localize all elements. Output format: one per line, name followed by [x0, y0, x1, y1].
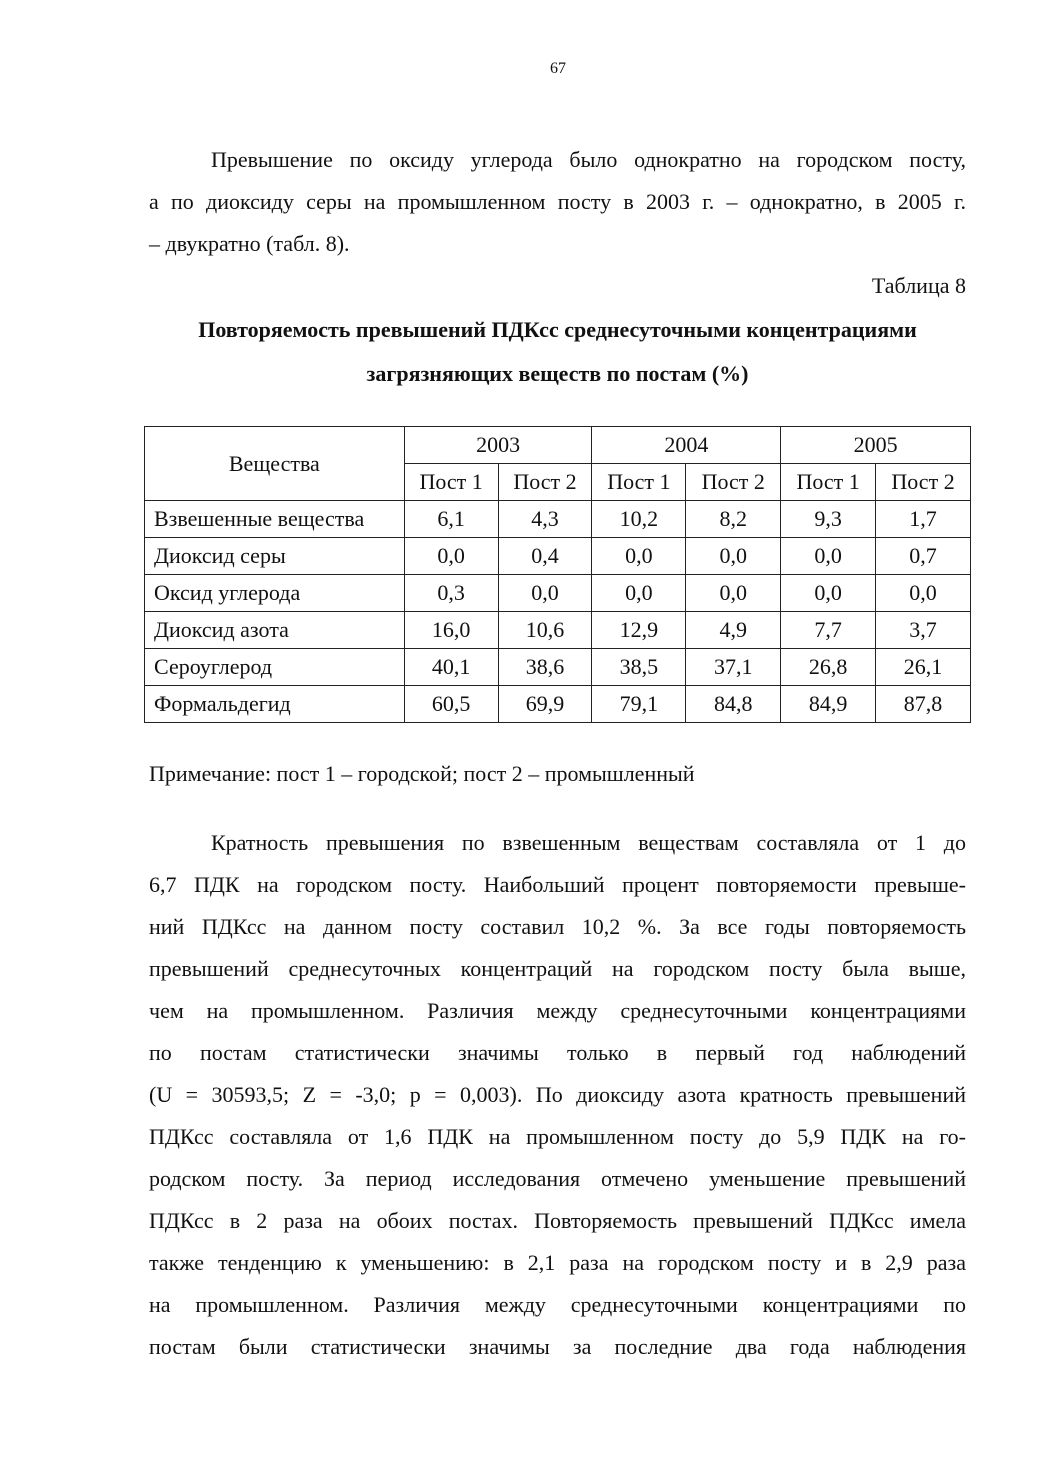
- page-number: 67: [550, 60, 566, 77]
- table-cell: 38,5: [592, 649, 686, 686]
- table-cell: 79,1: [592, 686, 686, 723]
- table-caption: Таблица 8: [871, 273, 966, 298]
- table-title-line: загрязняющих веществ по постам (%): [366, 361, 749, 386]
- table-cell: 38,6: [498, 649, 592, 686]
- table-row: [145, 501, 971, 538]
- paragraph-line: превышений среднесуточных концентраций на городском посту была выше,: [149, 956, 966, 981]
- table-cell: 8,2: [686, 501, 781, 538]
- table-cell: 84,8: [686, 686, 781, 723]
- table-cell: 10,2: [592, 501, 686, 538]
- substance-name: Диоксид серы: [145, 538, 405, 575]
- table-row: [145, 612, 971, 649]
- substance-name: Сероуглерод: [145, 649, 405, 686]
- table-header-row: [145, 427, 971, 464]
- paragraph-line: по постам статистически значимы только в первый год наблюдений: [149, 1040, 966, 1065]
- table-cell: 3,7: [876, 612, 971, 649]
- table-row: [145, 575, 971, 612]
- table-cell: 0,0: [781, 538, 876, 575]
- paragraph-line: чем на промышленном. Различия между среднесуточными концентрациями: [149, 998, 966, 1023]
- table-cell: 0,0: [498, 575, 592, 612]
- year-header: 2004: [592, 427, 781, 464]
- table-cell: 0,0: [876, 575, 971, 612]
- paragraph-line: 6,7 ПДК на городском посту. Наибольший процент повторяемости превыше-: [149, 872, 966, 897]
- paragraph-main: [149, 822, 966, 1368]
- table-cell: 7,7: [781, 612, 876, 649]
- table-cell: 10,6: [498, 612, 592, 649]
- substance-header: Вещества: [145, 427, 405, 501]
- table-cell: 0,0: [592, 538, 686, 575]
- post-header: Пост 1: [404, 464, 498, 501]
- substance-name: Диоксид азота: [145, 612, 405, 649]
- table-title: [149, 308, 966, 396]
- year-header: 2005: [781, 427, 971, 464]
- table-row: [145, 686, 971, 723]
- table-cell: 1,7: [876, 501, 971, 538]
- table-cell: 0,0: [686, 538, 781, 575]
- paragraph-line: ПДКсс в 2 раза на обоих постах. Повторяемость превышений ПДКсс имела: [149, 1208, 966, 1233]
- post-header: Пост 1: [592, 464, 686, 501]
- post-header: Пост 2: [876, 464, 971, 501]
- table-row: [145, 649, 971, 686]
- post-header: Пост 1: [781, 464, 876, 501]
- table-cell: 16,0: [404, 612, 498, 649]
- paragraph-line: также тенденцию к уменьшению: в 2,1 раза на городском посту и в 2,9 раза: [149, 1250, 966, 1275]
- table-cell: 60,5: [404, 686, 498, 723]
- table-cell: 40,1: [404, 649, 498, 686]
- table-cell: 37,1: [686, 649, 781, 686]
- table-cell: 0,7: [876, 538, 971, 575]
- table-cell: 6,1: [404, 501, 498, 538]
- substance-name: Оксид углерода: [145, 575, 405, 612]
- data-table: [144, 426, 971, 723]
- table-cell: 12,9: [592, 612, 686, 649]
- paragraph-line: постам были статистически значимы за последние два года наблюдения: [149, 1334, 966, 1359]
- paragraph-intro: [149, 139, 966, 265]
- table-row: [145, 538, 971, 575]
- paragraph-line: на промышленном. Различия между среднесуточными концентрациями по: [149, 1292, 966, 1317]
- table-cell: 26,1: [876, 649, 971, 686]
- table-cell: 0,0: [781, 575, 876, 612]
- paragraph-line: – двукратно (табл. 8).: [149, 231, 350, 256]
- table-cell: 0,4: [498, 538, 592, 575]
- table-cell: 0,0: [686, 575, 781, 612]
- table-cell: 0,0: [404, 538, 498, 575]
- substance-name: Формальдегид: [145, 686, 405, 723]
- post-header: Пост 2: [686, 464, 781, 501]
- table-note: Примечание: пост 1 – городской; пост 2 – промышленный: [149, 761, 695, 786]
- table-cell: 4,3: [498, 501, 592, 538]
- paragraph-line: Кратность превышения по взвешенным веществам составляла от 1 до: [211, 830, 966, 855]
- table-cell: 0,0: [592, 575, 686, 612]
- table-cell: 4,9: [686, 612, 781, 649]
- table-cell: 0,3: [404, 575, 498, 612]
- table-cell: 26,8: [781, 649, 876, 686]
- post-header: Пост 2: [498, 464, 592, 501]
- paragraph-line: (U = 30593,5; Z = -3,0; p = 0,003). По диоксиду азота кратность превышений: [149, 1082, 966, 1107]
- paragraph-line: Превышение по оксиду углерода было однократно на городском посту,: [211, 147, 966, 172]
- table-title-line: Повторяемость превышений ПДКсс среднесуточными концентрациями: [198, 317, 917, 342]
- table-cell: 9,3: [781, 501, 876, 538]
- paragraph-line: ний ПДКсс на данном посту составил 10,2 %. За все годы повторяемость: [149, 914, 966, 939]
- table-cell: 87,8: [876, 686, 971, 723]
- year-header: 2003: [404, 427, 592, 464]
- paragraph-line: родском посту. За период исследования отмечено уменьшение превышений: [149, 1166, 966, 1191]
- table-cell: 69,9: [498, 686, 592, 723]
- paragraph-line: ПДКсс составляла от 1,6 ПДК на промышленном посту до 5,9 ПДК на го-: [149, 1124, 966, 1149]
- table-cell: 84,9: [781, 686, 876, 723]
- paragraph-line: а по диоксиду серы на промышленном посту в 2003 г. – однократно, в 2005 г.: [149, 189, 966, 214]
- substance-name: Взвешенные вещества: [145, 501, 405, 538]
